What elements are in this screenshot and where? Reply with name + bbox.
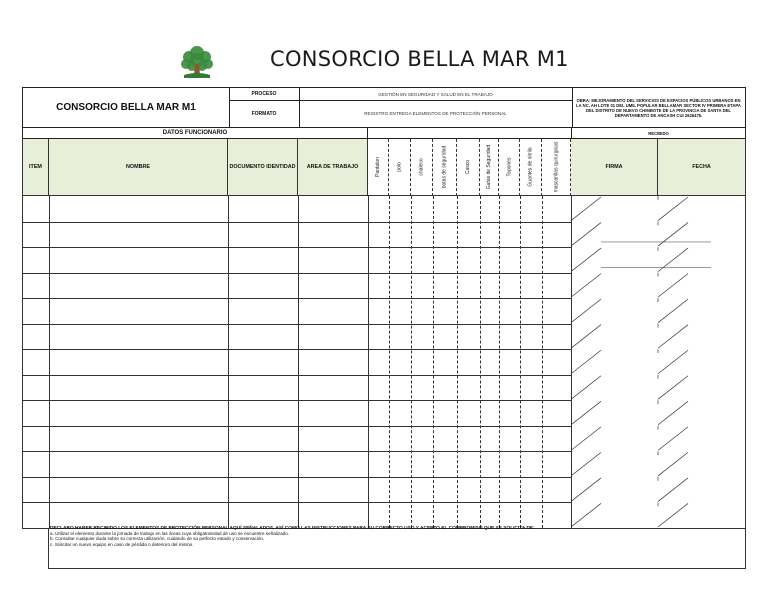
table-row-line (22, 298, 571, 299)
footer-item-b: b. Consultar cualquier duda sobre su correcta utilización, cuidando de su perfecto estado y conservación. (50, 536, 265, 542)
table-row-line (22, 451, 571, 452)
footer-item-c: c. Solicitar un nuevo equipo en caso de pérdida o deterioro del mismo. (50, 541, 194, 547)
col-epp-label: chaleco (418, 158, 425, 176)
obra-description: OBRA: MEJORAMIENTO DEL SERVICIOS DE ESPACIOS PÚBLICOS URBANOS EN LA NC. AH LOTE 01 DEL UMIL POPULAR BELLAMAR SECTOR IV PRIMERA ETAPA DEL DISTRITO DE NUEVO CHIMBOTE DE LA PROVINCIA DE SANTA DEL DEPARTAMENTO DE ANCASH CUI 2626475. (576, 97, 741, 118)
signature-slash (658, 197, 688, 221)
tree-logo-icon (178, 44, 216, 80)
col-epp-0 (368, 139, 389, 196)
table-row-line (22, 477, 571, 478)
entries-table (22, 196, 746, 528)
signature-slash (571, 325, 601, 349)
signature-slash (571, 248, 601, 272)
formato-label: FORMATO (229, 100, 300, 127)
grid-vline (22, 196, 23, 528)
table-row-line (22, 349, 571, 350)
signature-slashes (571, 196, 746, 528)
footer-item-a: a. Utilizar el elemento durante la jornada de trabajo en las áreas cuya obligatoriedad de uso se encuentre señalizado. (50, 531, 290, 537)
signature-slash (658, 274, 688, 298)
grid-vline (368, 196, 369, 528)
signature-slash (571, 350, 601, 374)
signature-slash (658, 325, 688, 349)
signature-slash (658, 503, 688, 527)
footer-declaration (48, 528, 746, 569)
grid-vline-dashed (499, 196, 500, 528)
grid-vline-dashed (542, 196, 543, 528)
signature-slash (571, 274, 601, 298)
section-gap (368, 128, 571, 139)
table-row-line (22, 247, 571, 248)
company-name: CONSORCIO BELLA MAR M1 (23, 88, 230, 127)
signature-slash (571, 478, 601, 502)
section-row (22, 128, 746, 139)
signature-slash (571, 503, 601, 527)
grid-vline-dashed (433, 196, 434, 528)
grid-vline (571, 196, 572, 528)
recibido-label: RECIBIDO (571, 128, 746, 139)
signature-slash (571, 427, 601, 451)
col-item: ITEM (22, 139, 49, 196)
col-area: AREA DE TRABAJO (298, 139, 368, 196)
formato-value: REGISTRO ENTREGA ELEMENTOS DE PROTECCIÓN PERSONAL (299, 100, 573, 127)
signature-slash (571, 197, 601, 221)
signature-slash (658, 376, 688, 400)
proceso-value: GESTIÓN EN SEGURIDAD Y SALUD EN EL TRABAJO (299, 88, 573, 101)
signature-slash (571, 299, 601, 323)
document-title: CONSORCIO BELLA MAR M1 (270, 47, 569, 71)
col-epp-1 (389, 139, 411, 196)
grid-vline-dashed (411, 196, 412, 528)
column-headers (22, 139, 746, 196)
col-documento: DOCUMENTO IDENTIDAD (228, 139, 298, 196)
datos-funcionario-label: DATOS FUNCIONARIO (22, 128, 368, 139)
col-epp-label: Casco (465, 159, 471, 175)
col-epp-label: mascarillas quirurgicas (553, 141, 560, 193)
col-epp-label: botas de seguridad (441, 145, 448, 189)
signature-slash (571, 452, 601, 476)
col-epp-label: Tapones (506, 157, 512, 177)
proceso-label: PROCESO (229, 88, 300, 101)
grid-vline-dashed (480, 196, 481, 528)
form-header (22, 87, 746, 128)
col-epp-4 (457, 139, 480, 196)
col-epp-2 (411, 139, 433, 196)
col-epp-label: Pantalon (375, 157, 381, 177)
signature-slash (571, 223, 601, 247)
grid-vline (49, 196, 50, 528)
signature-slash (658, 248, 688, 272)
signature-slash (571, 376, 601, 400)
grid-vline (228, 196, 229, 528)
signature-slash (658, 299, 688, 323)
table-row-line (22, 324, 571, 325)
col-nombre: NOMBRE (49, 139, 228, 196)
signature-slash (658, 427, 688, 451)
signature-slash (658, 401, 688, 425)
grid-vline-dashed (520, 196, 521, 528)
grid-vline (745, 196, 746, 528)
signature-slash (658, 223, 688, 247)
col-epp-label: Gafas de Seguridad (486, 144, 493, 190)
signature-slash (658, 452, 688, 476)
col-firma: FIRMA (571, 139, 658, 196)
grid-vline-dashed (389, 196, 390, 528)
col-epp-label: Guantes de nitrilo (527, 147, 534, 187)
table-row-line (22, 426, 571, 427)
col-epp-7 (520, 139, 542, 196)
table-row-line (22, 222, 571, 223)
table-row-line (22, 400, 571, 401)
signature-slash (571, 401, 601, 425)
signature-slash (658, 350, 688, 374)
col-epp-5 (480, 139, 499, 196)
table-row-line (22, 375, 571, 376)
table-row-line (22, 502, 571, 503)
declaration-text: DECLARO HABER RECIBIDO LOS ELEMENTOS DE PROTECCIÓN PERSONAL AQUÍ SEÑALADOS, ASÍ COMO LAS INSTRUCCIONES PARA SU CORRECTO USO Y ACEPTO EL COMPROMISO QUE SE SOLICITA DE: (50, 526, 535, 531)
grid-vline-dashed (457, 196, 458, 528)
col-fecha: FECHA (658, 139, 746, 196)
grid-vline (298, 196, 299, 528)
col-epp-label: polo (396, 162, 403, 172)
table-row-line (22, 273, 571, 274)
col-epp-6 (499, 139, 520, 196)
signature-slash (658, 478, 688, 502)
col-epp-3 (433, 139, 457, 196)
col-epp-8 (542, 139, 571, 196)
